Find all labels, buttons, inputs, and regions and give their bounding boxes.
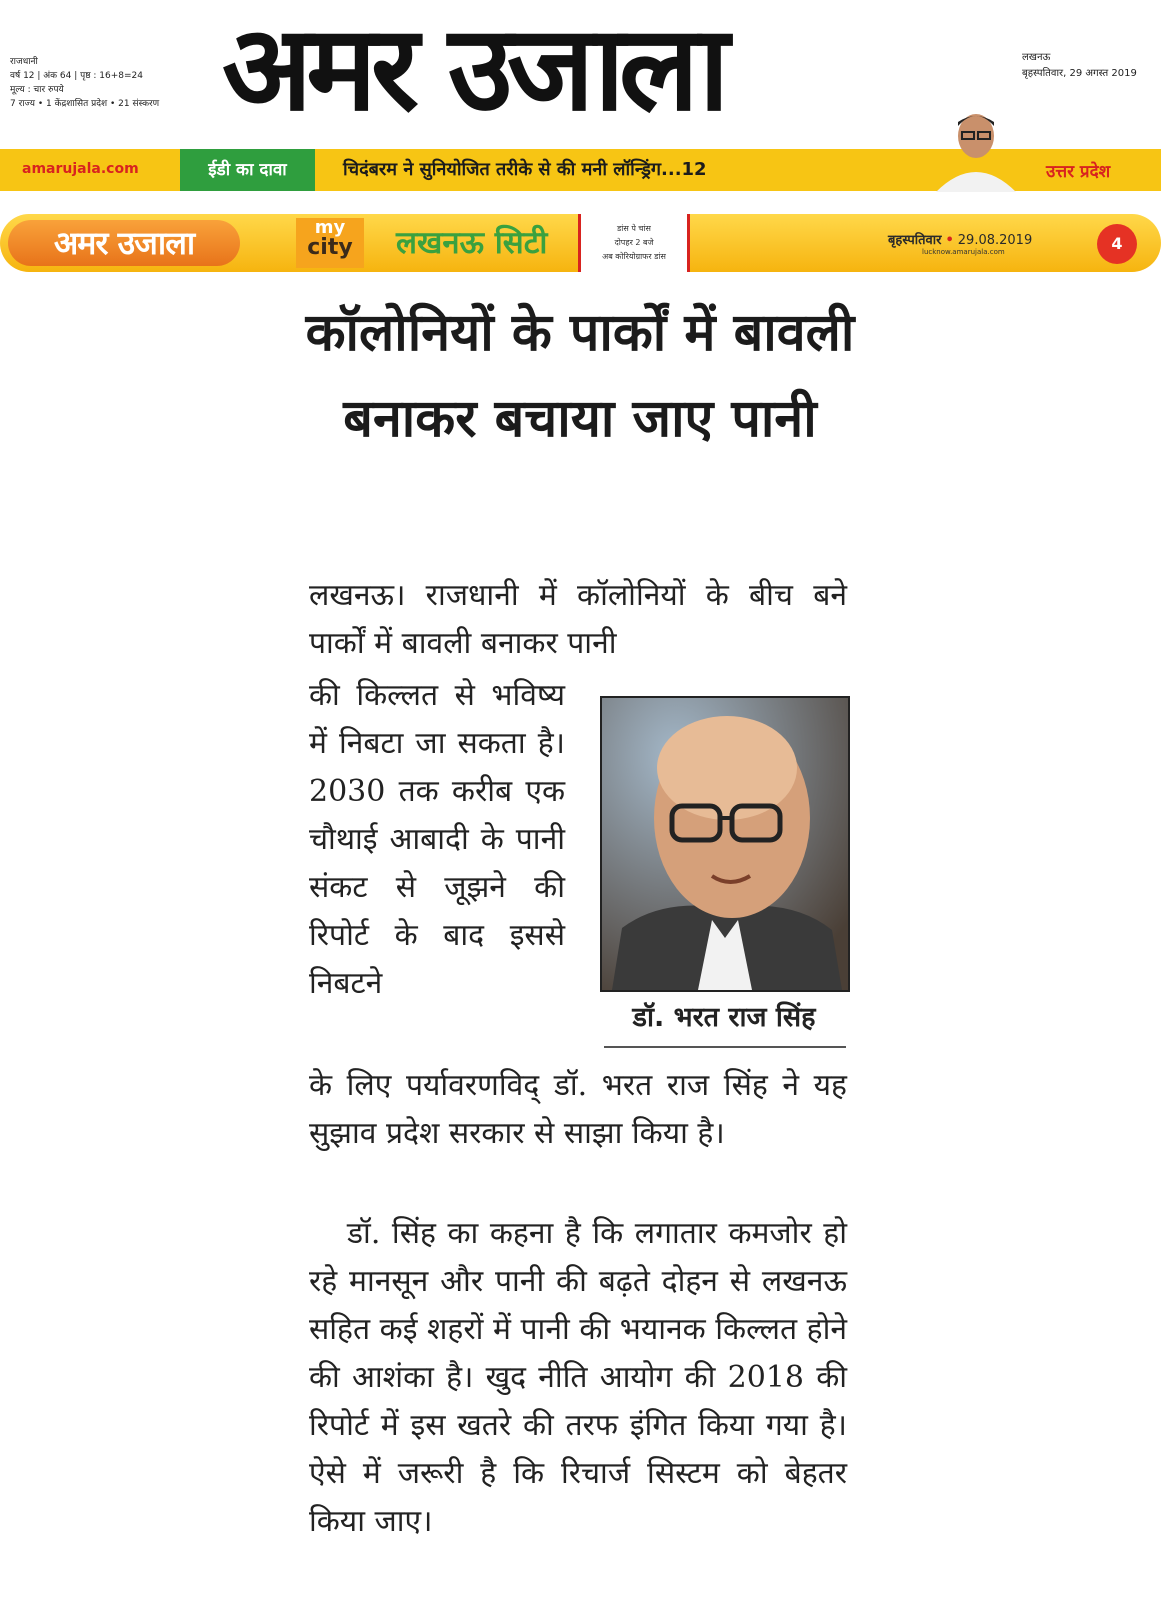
my-city-badge <box>296 218 364 268</box>
article-paragraph-2: डॉ. सिंह का कहना है कि लगातार कमजोर हो रहे मानसून और पानी की बढ़ते दोहन से लखनऊ सहित कई शहरों में पानी की भयानक किल्लत होने की आशंका है। खुद नीति आयोग की 2018 की रिपोर्ट में इस खतरे की तरफ इंगित किया गया है। ऐसे में जरूरी है कि रिचार्ज सिस्टम को बेहतर किया जाए। <box>309 1216 847 1539</box>
article-headline: कॉलोनियों के पार्कों में बावली बनाकर बचाया जाए पानी <box>305 303 855 449</box>
page-day: बृहस्पतिवार <box>888 233 942 248</box>
edition-info-line: राजधानी <box>10 57 38 67</box>
caption-divider <box>604 1046 846 1048</box>
portrait-image <box>602 698 848 990</box>
website-link[interactable]: amarujala.com <box>22 161 139 177</box>
promo-box <box>578 214 690 272</box>
edition-info-line: वर्ष 12 | अंक 64 | पृष्ठ : 16+8=24 <box>10 71 144 81</box>
promo-line: डांस पे चांस <box>617 224 651 233</box>
page-dateline: बृहस्पतिवार • 29.08.2019 <box>888 233 1033 248</box>
promo-line: अब कोरियोग्राफर डांस <box>602 252 666 261</box>
state-label: उत्तर प्रदेश <box>1046 162 1111 182</box>
article-paragraph-intro: लखनऊ। राजधानी में कॉलोनियों के बीच बने पार्कों में बावली बनाकर पानी <box>309 578 847 661</box>
edition-info <box>10 55 159 111</box>
teaser-tag: ईडी का दावा <box>180 149 315 191</box>
city-header-bar <box>0 214 1161 272</box>
page-date: 29.08.2019 <box>957 233 1033 248</box>
edition-info-line: 7 राज्य • 1 केंद्रशासित प्रदेश • 21 संस्करण <box>10 99 160 109</box>
masthead-date: बृहस्पतिवार, 29 अगस्त 2019 <box>1022 68 1137 79</box>
newspaper-logo: अमर उजाला <box>222 0 724 137</box>
page-number: 4 <box>1097 224 1137 264</box>
masthead-dateline <box>1022 50 1137 82</box>
teaser-portrait-icon <box>928 108 1024 192</box>
photo-caption: डॉ. भरत राज सिंह <box>632 1002 816 1033</box>
city-url: lucknow.amarujala.com <box>922 248 1005 256</box>
expert-photo <box>600 696 850 992</box>
city-bar-logo: अमर उजाला <box>8 220 240 266</box>
promo-line: दोपहर 2 बजे <box>614 238 654 247</box>
article-paragraph-continued: के लिए पर्यावरणविद् डॉ. भरत राज सिंह ने यह सुझाव प्रदेश सरकार से साझा किया है। <box>309 1068 847 1151</box>
my-label: my <box>314 217 346 238</box>
article-paragraph-wrap: की किल्लत से भविष्य में निबटा जा सकता है। 2030 तक करीब एक चौथाई आबादी के पानी संकट से जूझने की रिपोर्ट के बाद इससे निबटने <box>309 678 565 1001</box>
teaser-headline[interactable]: चिदंबरम ने सुनियोजित तरीके से की मनी लॉन्ड्रिंग...12 <box>343 159 707 180</box>
edition-info-line: मूल्य : चार रुपये <box>10 85 64 95</box>
city-name: लखनऊ सिटी <box>396 225 548 261</box>
masthead-city: लखनऊ <box>1022 52 1051 63</box>
city-label: city <box>307 235 353 260</box>
